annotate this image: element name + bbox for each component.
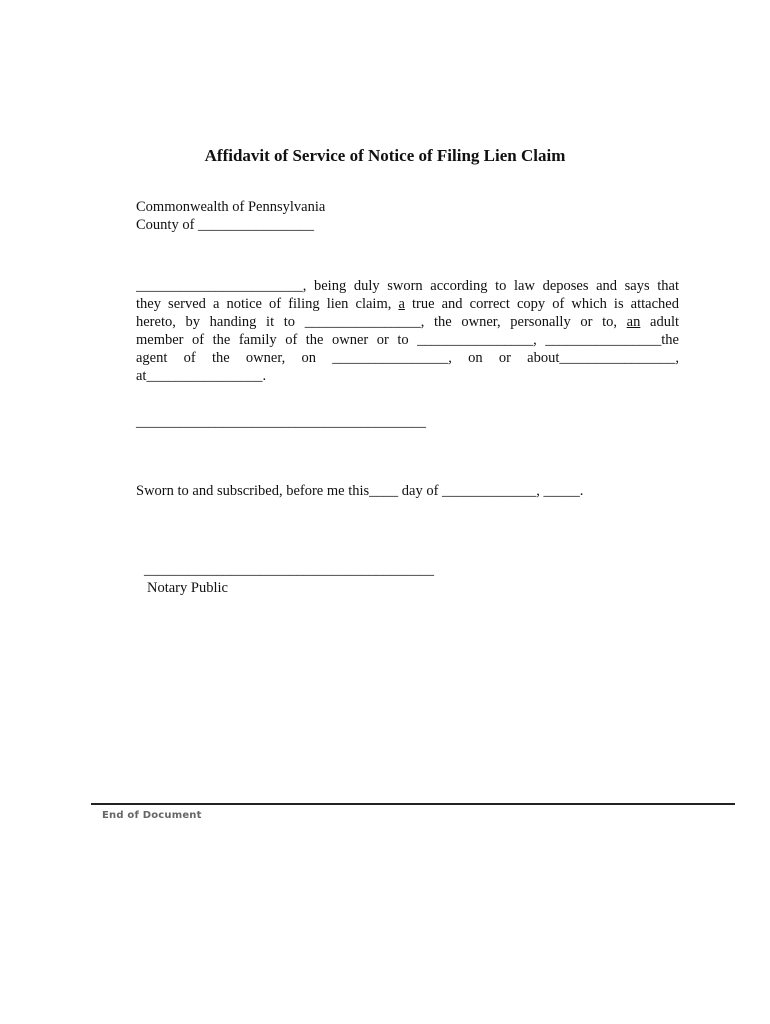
body-line-2-start: they served a notice of filing lien claim, [136, 296, 399, 312]
underlined-article-a: a [398, 296, 405, 312]
underlined-article-an: an [626, 314, 641, 330]
body-line-5: agent of the owner, on ________________, on or about________________, [136, 350, 679, 366]
body-line-6: at________________. [136, 368, 267, 384]
state-line: Commonwealth of Pennsylvania [136, 199, 326, 215]
body-line-2 [136, 295, 679, 313]
body-line-3-start: hereto, by handing it to ________________, the owner, personally or to, [136, 314, 627, 330]
footer-divider [91, 803, 735, 805]
county-line: County of ________________ [136, 217, 315, 233]
affidavit-body [136, 277, 679, 385]
body-line-4: member of the family of the owner or to ________________, ________________the [136, 332, 679, 348]
document-title: Affidavit of Service of Notice of Filing Lien Claim [204, 146, 566, 165]
jurat-text: Sworn to and subscribed, before me this____ day of _____________, _____. [136, 483, 584, 499]
body-line-3 [136, 313, 679, 331]
venue-block [136, 198, 325, 234]
affiant-signature-line: ________________________________________ [136, 414, 426, 430]
body-line-1: _______________________, being duly sworn according to law deposes and says that [136, 278, 679, 294]
body-line-3-end: adult [640, 314, 679, 330]
notary-public-label: Notary Public [147, 580, 228, 596]
end-of-document-label: End of Document [102, 810, 202, 821]
notary-signature-line: ________________________________________ [144, 562, 434, 578]
body-line-2-end: true and correct copy of which is attached [404, 296, 679, 312]
